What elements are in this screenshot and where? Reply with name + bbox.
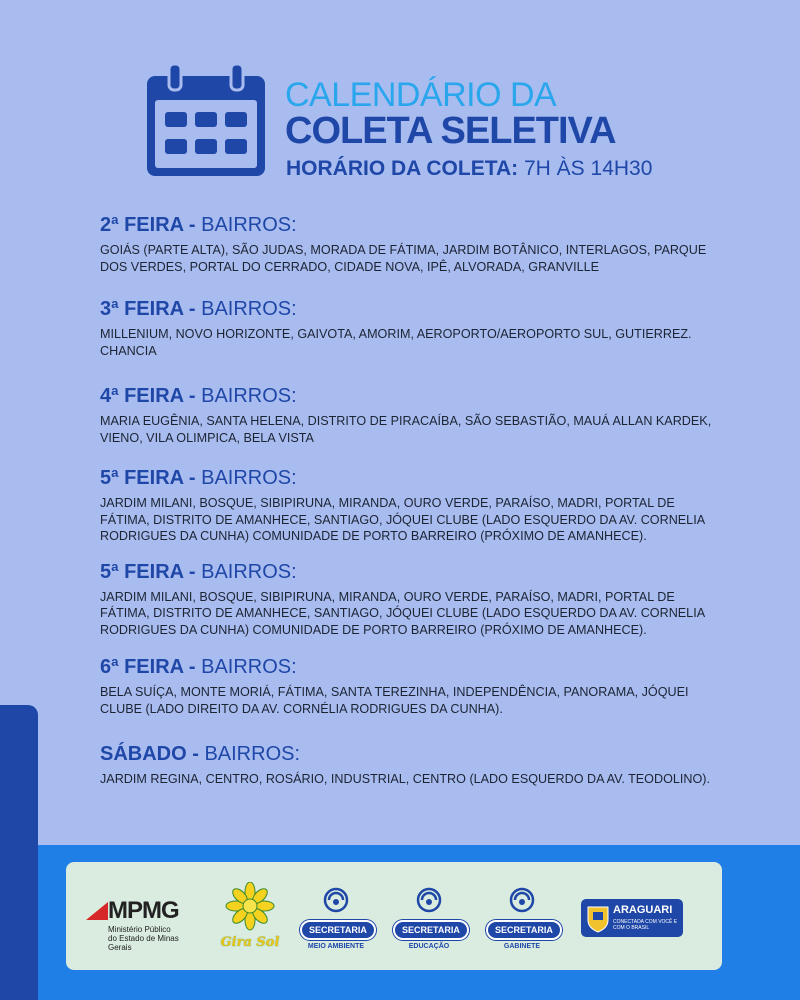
day-heading: [100, 654, 720, 680]
secretaria-meio-ambiente-logo: [300, 887, 372, 950]
mpmg-logo: [86, 897, 198, 952]
day-neighborhoods: MARIA EUGÊNIA, SANTA HELENA, DISTRITO DE PIRACAÍBA, SÃO SEBASTIÃO, MAUÁ ALLAN KARDEK, VIENO, VILA OLIMPICA, BELA VISTA: [100, 414, 712, 445]
girassol-text: Gira Sol: [220, 935, 280, 950]
day-neighborhoods: JARDIM MILANI, BOSQUE, SIBIPIRUNA, MIRANDA, OURO VERDE, PARAÍSO, MADRI, PORTAL DE FÁTIMA, DISTRITO DE AMANHECE, SANTIAGO, JÓQUEI CLUBE (LADO ESQUERDO DA AV. CORNELIA RODRIGUES DA CUNHA) COMUNIDADE DE PORTO BARREIRO (PRÓXIMO DE AMANHECE).: [100, 496, 705, 543]
schedule-day: [100, 383, 720, 446]
schedule-day: [100, 654, 720, 717]
secretaria-sub: MEIO AMBIENTE: [307, 943, 365, 950]
day-name: 6ª FEIRA -: [100, 656, 196, 678]
mpmg-title: MPMG: [108, 897, 179, 924]
left-accent-bar: [0, 705, 38, 1000]
day-suffix: BAIRROS:: [195, 298, 297, 320]
day-heading: [100, 296, 720, 322]
day-name: 4ª FEIRA -: [100, 385, 196, 407]
collection-time: [286, 157, 652, 181]
day-neighborhoods: JARDIM MILANI, BOSQUE, SIBIPIRUNA, MIRANDA, OURO VERDE, PARAÍSO, MADRI, PORTAL DE FÁTIMA, DISTRITO DE AMANHECE, SANTIAGO, JÓQUEI CLUBE (LADO ESQUERDO DA AV. CORNELIA RODRIGUES DA CUNHA) COMUNIDADE DE PORTO BARREIRO (PRÓXIMO DE AMANHECE).: [100, 589, 705, 637]
secretaria-emblem-icon: [509, 887, 535, 913]
girassol-logo: [214, 882, 286, 952]
day-name: SÁBADO -: [100, 743, 199, 765]
day-suffix: BAIRROS:: [195, 214, 297, 236]
schedule-list: [100, 212, 720, 788]
day-heading: [100, 559, 720, 585]
day-neighborhoods: GOIÁS (PARTE ALTA), SÃO JUDAS, MORADA DE FÁTIMA, JARDIM BOTÂNICO, INTERLAGOS, PARQUE DOS VERDES, PORTAL DO CERRADO, CIDADE NOVA, IPÊ, ALVORADA, GRANVILLE: [100, 243, 707, 274]
secretaria-educacao-logo: [393, 887, 465, 950]
time-label: HORÁRIO DA COLETA:: [286, 157, 519, 180]
day-heading: [100, 465, 720, 491]
time-value: 7H ÀS 14H30: [518, 157, 653, 180]
schedule-day: [100, 465, 720, 545]
title-line-2: COLETA SELETIVA: [285, 110, 616, 152]
day-name: 5ª FEIRA -: [100, 467, 196, 489]
araguari-logo: [581, 899, 683, 937]
day-neighborhoods: BELA SUÍÇA, MONTE MORIÁ, FÁTIMA, SANTA TEREZINHA, INDEPENDÊNCIA, PANORAMA, JÓQUEI CLUBE (LADO DIREITO DA AV. CORNÉLIA RODRIGUES DA CUNHA).: [100, 685, 689, 716]
araguari-title: ARAGUARI: [613, 904, 673, 916]
mpmg-triangle-icon: [86, 902, 108, 920]
sunflower-icon: [214, 882, 286, 934]
mpmg-subtitle-1: Ministério Público: [108, 925, 171, 934]
day-suffix: BAIRROS:: [198, 743, 301, 765]
day-suffix: BAIRROS:: [195, 467, 297, 489]
day-heading: [100, 741, 720, 767]
secretaria-label: SECRETARIA: [393, 920, 469, 940]
day-name: 5ª FEIRA -: [100, 560, 196, 583]
day-neighborhoods: JARDIM REGINA, CENTRO, ROSÁRIO, INDUSTRIAL, CENTRO (LADO ESQUERDO DA AV. TEODOLINO).: [100, 772, 710, 786]
secretaria-emblem-icon: [323, 887, 349, 913]
araguari-crest-icon: [585, 903, 611, 933]
secretaria-label: SECRETARIA: [486, 920, 562, 940]
schedule-day: [100, 741, 720, 788]
day-neighborhoods: MILLENIUM, NOVO HORIZONTE, GAIVOTA, AMORIM, AEROPORTO/AEROPORTO SUL, GUTIERREZ. CHANCIA: [100, 327, 692, 358]
araguari-subtitle: CONECTADA COM VOCÊ E COM O BRASIL: [613, 919, 678, 931]
day-suffix: BAIRROS:: [195, 656, 297, 678]
secretaria-emblem-icon: [416, 887, 442, 913]
schedule-day: [100, 296, 720, 359]
secretaria-label: SECRETARIA: [300, 920, 376, 940]
day-suffix: BAIRROS:: [195, 560, 297, 583]
secretaria-gabinete-logo: [486, 887, 558, 950]
title-line-1: CALENDÁRIO DA: [285, 76, 557, 114]
day-heading: [100, 212, 720, 238]
schedule-day: [100, 212, 720, 275]
day-suffix: BAIRROS:: [195, 385, 297, 407]
schedule-day: [100, 559, 720, 639]
day-heading: [100, 383, 720, 409]
secretaria-sub: EDUCAÇÃO: [408, 943, 450, 950]
calendar-icon: [145, 62, 267, 178]
mpmg-subtitle-2: do Estado de Minas Gerais: [108, 934, 179, 952]
header: [145, 62, 665, 192]
day-name: 3ª FEIRA -: [100, 298, 196, 320]
day-name: 2ª FEIRA -: [100, 214, 196, 236]
mpmg-wordmark: [86, 897, 198, 925]
secretaria-sub: GABINETE: [503, 943, 541, 950]
